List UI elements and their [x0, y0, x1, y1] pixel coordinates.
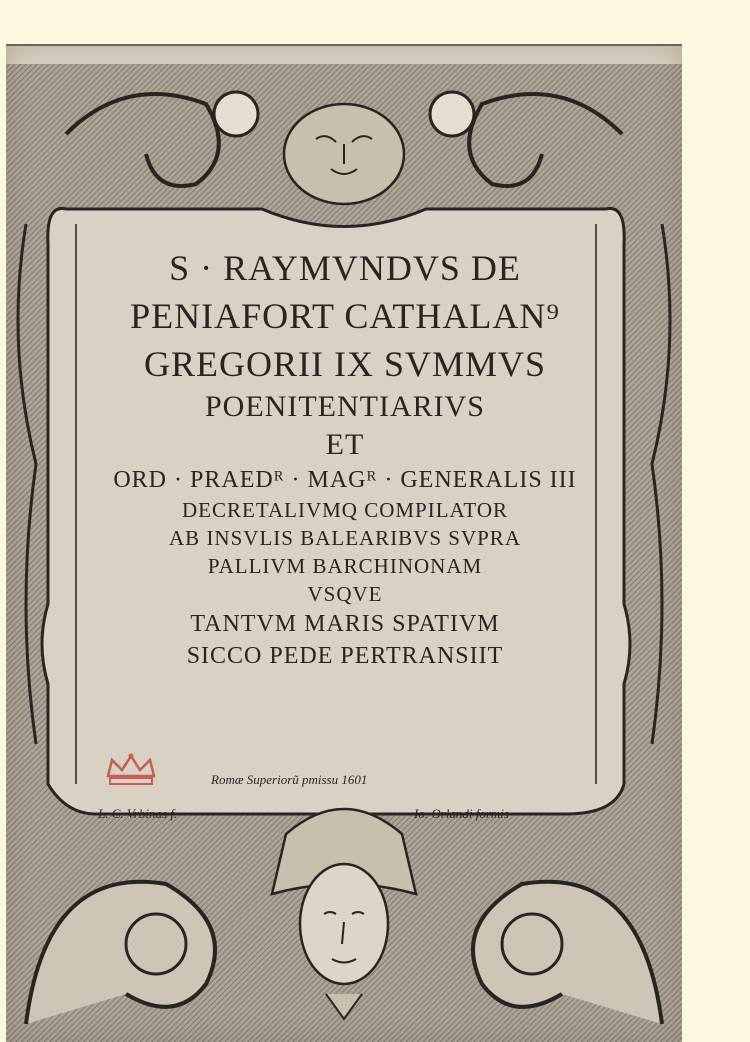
inscription-line-3: GREGORII IX SVMMVS: [143, 344, 547, 384]
inscription-line-10: VSQVE: [307, 582, 383, 606]
inscription-text: [60, 244, 630, 672]
crown-stamp-icon: [102, 750, 160, 794]
imprint-line: Romæ Superiorũ pmissu 1601: [211, 772, 368, 787]
inscription-line-7: DECRETALIVMQ COMPILATOR: [181, 498, 509, 522]
engraver-signature: L. C. Vrbinas f.: [98, 806, 178, 821]
inscription-line-9: PALLIVM BARCHINONAM: [207, 554, 483, 578]
inscription-line-12: SICCO PEDE PERTRANSIIT: [186, 643, 504, 669]
publisher-signature: Io. Orlandi formis: [414, 806, 509, 821]
inscription-line-11: TANTVM MARIS SPATIVM: [190, 611, 500, 637]
inscription-line-5: ET: [325, 428, 365, 461]
inscription-line-4: POENITENTIARIVS: [205, 390, 485, 423]
inscription-line-8: AB INSVLIS BALEARIBVS SVPRA: [169, 526, 521, 550]
inscription-line-6: ORD · PRAEDᴿ · MAGᴿ · GENERALIS III: [113, 467, 577, 493]
inscription-line-2: PENIAFORT CATHALAN⁹: [130, 296, 560, 336]
print-sheet: [6, 44, 682, 1042]
inscription-line-1: S · RAYMVNDVS DE: [169, 248, 521, 288]
